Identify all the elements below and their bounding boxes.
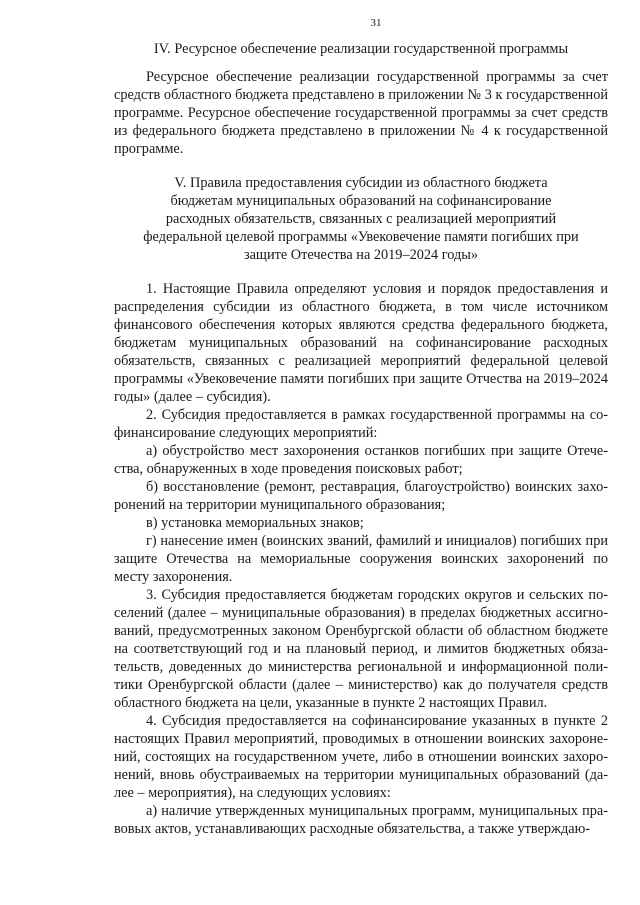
page-number: 31	[370, 17, 382, 29]
section-iv-heading: IV. Ресурсное обеспечение реализации государственной программы	[153, 41, 569, 57]
section-v-heading	[134, 174, 588, 264]
section-v-heading-line: V. Правила предоставления субсидии из областного бюджета	[174, 175, 548, 191]
rule-item-v: в) установка мемориальных знаков;	[146, 515, 364, 531]
section-v-heading-line: защите Отечества на 2019–2024 годы»	[243, 247, 479, 263]
rule-paragraph-3: 3. Субсидия предоставляется бюджетам городских округов и сельских поселений (далее – муниципальные образования) в пределах бюджетных ассигнований, предусмотренных законом Оренбургской области об областном бюджете на соответствующий год и на плановый период, и лимитов бюджетных обязательств, доведенных до министерства региональной и информационной политики Оренбургской области (далее – министерство) как до получателя средств областного бюджета на цели, указанные в пункте 2 настоящих Правил.	[114, 587, 608, 711]
rule-item-a: а) обустройство мест захоронения останков погибших при защите Отечества, обнаруженных в ходе проведения поисковых работ;	[114, 443, 608, 477]
section-iv-paragraph: Ресурсное обеспечение реализации государственной программы за счет средств областного бюджета представлено в приложении № 3 к государственной программе. Ресурсное обеспечение государственной программы за счет средств из федерального бюджета представлено в приложении № 4 к государственной программе.	[114, 69, 608, 157]
rule-paragraph-4: 4. Субсидия предоставляется на софинансирование указанных в пункте 2 настоящих Правил мероприятий, проводимых в отношении воинских захоронений, состоящих на государственном учете, либо в отношении воинских захоронений, вновь обустраиваемых на территории муниципальных образований (далее – мероприятия), на следующих условиях:	[114, 713, 608, 801]
rule-item-g: г) нанесение имен (воинских званий, фамилий и инициалов) погибших при защите Отечества на мемориальные сооружения воинских захоронений по месту захоронения.	[114, 533, 608, 585]
rule-item-4a: а) наличие утвержденных муниципальных программ, муниципальных правовых актов, устанавливающих расходные обязательства, а также утверждаю-	[114, 803, 608, 837]
rule-paragraph-1: 1. Настоящие Правила определяют условия и порядок предоставления и распределения субсидии из областного бюджета, в том числе источником финансового обеспечения которых являются средства федерального бюджета, бюджетам муниципальных образований на софинансирование расходных обязательств, связанных с реализацией мероприятий федеральной целевой программы «Увековечение памяти погибших при защите Отчества на 2019–2024 годы» (далее – субсидия).	[114, 281, 608, 405]
section-v-heading-line: бюджетам муниципальных образований на софинансирование	[170, 193, 552, 209]
rule-paragraph-2: 2. Субсидия предоставляется в рамках государственной программы на софинансирование следующих мероприятий:	[114, 407, 608, 441]
rule-item-b: б) восстановление (ремонт, реставрация, благоустройство) воинских захоронений на территории муниципального образования;	[114, 479, 608, 513]
section-v-heading-line: расходных обязательств, связанных с реализацией мероприятий	[165, 211, 557, 227]
section-v-heading-line: федеральной целевой программы «Увековечение памяти погибших при	[143, 229, 579, 245]
